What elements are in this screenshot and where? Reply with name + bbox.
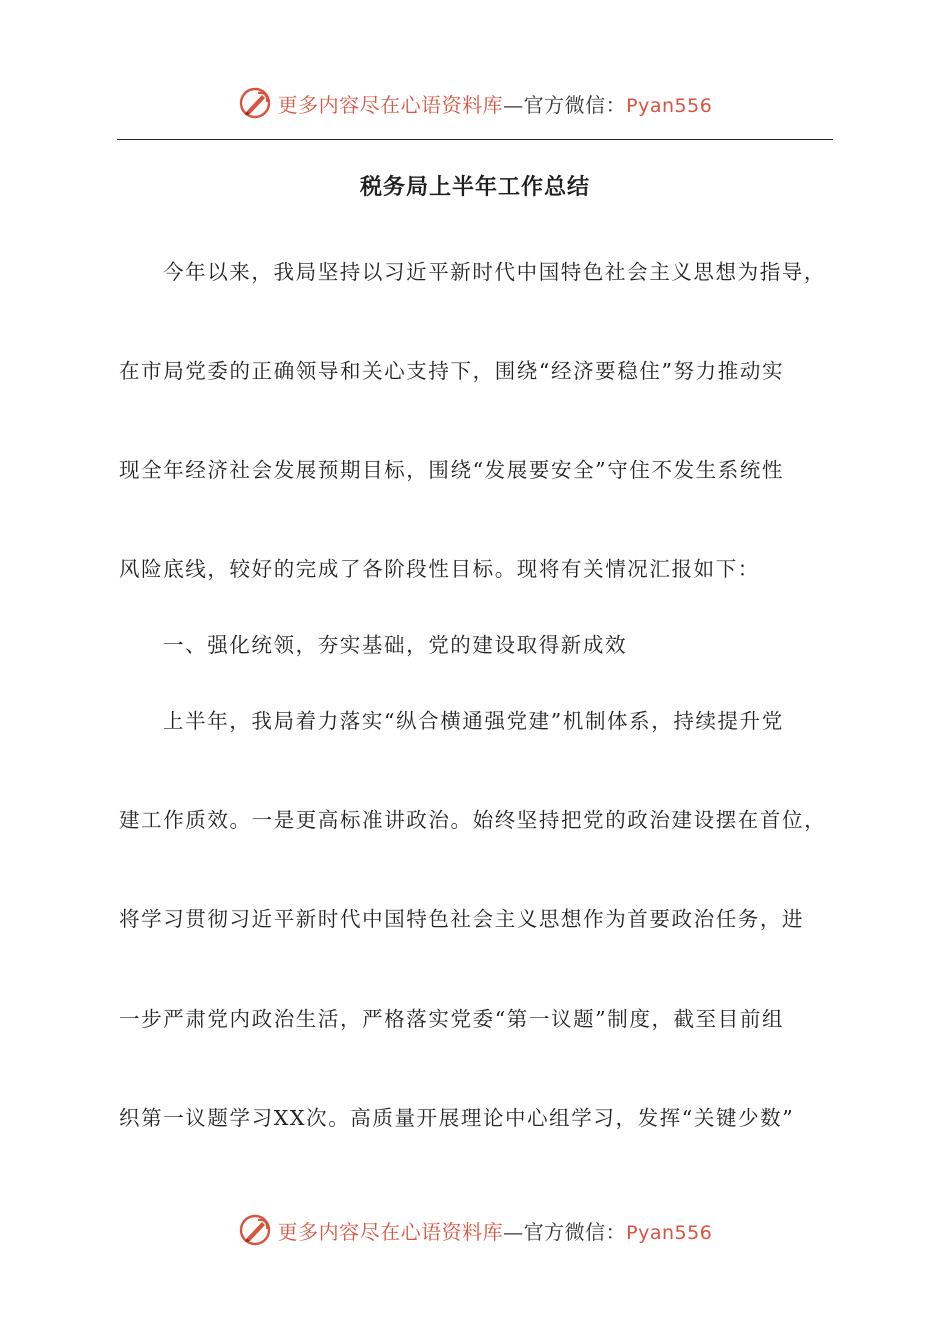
watermark-label: —官方微信： bbox=[503, 1219, 627, 1244]
body-line: 今年以来，我局坚持以习近平新时代中国特色社会主义思想为指导， bbox=[163, 260, 826, 284]
section-heading: 一、强化统领，夯实基础，党的建设取得新成效 bbox=[163, 633, 628, 657]
header-divider bbox=[117, 139, 833, 140]
pen-logo-icon bbox=[238, 86, 272, 120]
header-watermark bbox=[0, 78, 950, 128]
watermark-wechat-id: Pyan556 bbox=[626, 1221, 713, 1244]
watermark-text bbox=[278, 89, 713, 118]
watermark-site-name: 更多内容尽在心语资料库 bbox=[277, 92, 504, 117]
watermark-site-name: 更多内容尽在心语资料库 bbox=[277, 1219, 504, 1244]
document-title: 税务局上半年工作总结 bbox=[359, 174, 590, 200]
body-line: 风险底线，较好的完成了各阶段性目标。现将有关情况汇报如下： bbox=[119, 557, 760, 581]
body-line: 织第一议题学习XX次。高质量开展理论中心组学习，发挥“关键少数” bbox=[119, 1106, 795, 1130]
body-line: 上半年，我局着力落实“纵合横通强党建”机制体系，持续提升党 bbox=[163, 709, 784, 733]
body-line: 一步严肃党内政治生活，严格落实党委“第一议题”制度，截至目前组 bbox=[119, 1007, 785, 1031]
pen-logo-icon bbox=[238, 1213, 272, 1247]
body-line: 建工作质效。一是更高标准讲政治。始终坚持把党的政治建设摆在首位， bbox=[119, 808, 827, 832]
footer-watermark bbox=[0, 1205, 950, 1255]
watermark-text bbox=[278, 1216, 713, 1245]
body-line: 现全年经济社会发展预期目标，围绕“发展要安全”守住不发生系统性 bbox=[119, 458, 785, 482]
body-line: 在市局党委的正确领导和关心支持下，围绕“经济要稳住”努力推动实 bbox=[119, 359, 785, 383]
body-line: 将学习贯彻习近平新时代中国特色社会主义思想作为首要政治任务，进 bbox=[119, 907, 805, 931]
watermark-label: —官方微信： bbox=[503, 92, 627, 117]
watermark-wechat-id: Pyan556 bbox=[626, 94, 713, 117]
